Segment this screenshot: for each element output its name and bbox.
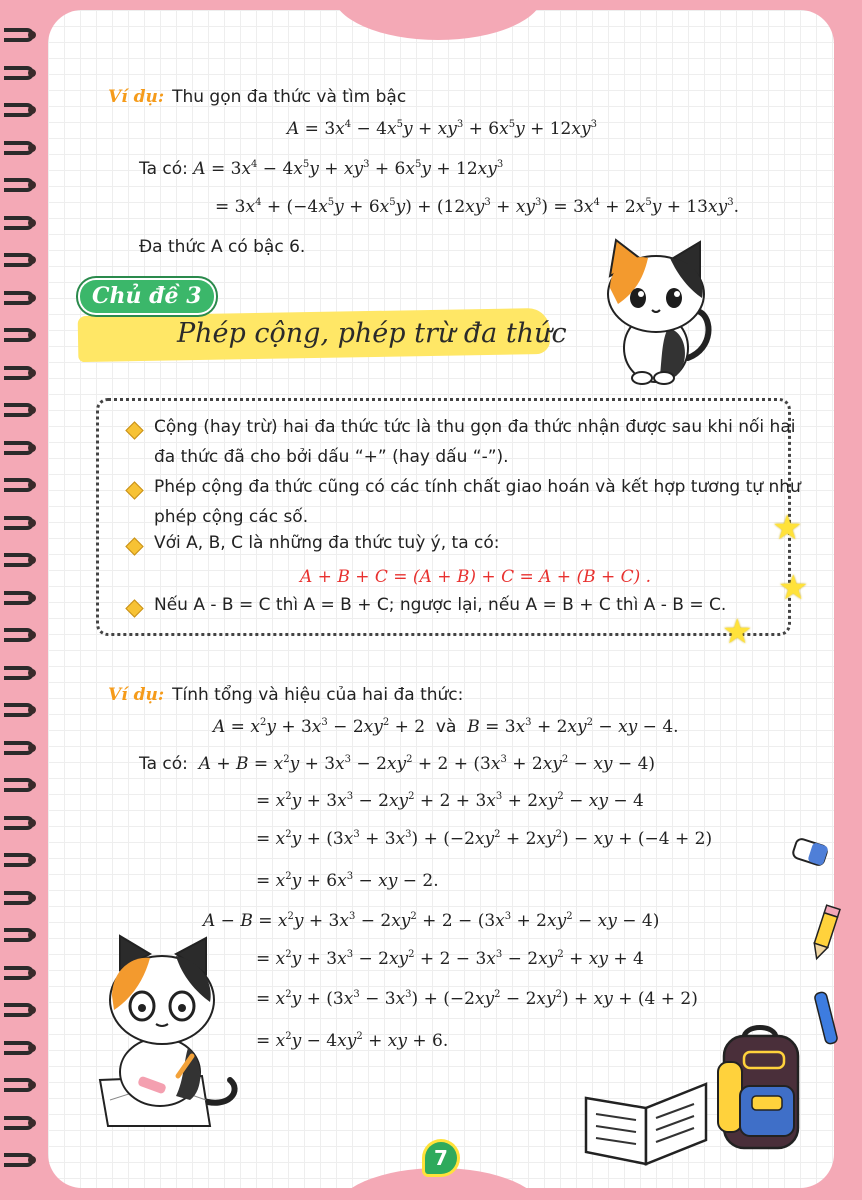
example1-intro: Ta có: — [139, 159, 188, 179]
spiral-hole — [28, 969, 36, 977]
spiral-hole — [28, 519, 36, 527]
star-icon: ★ — [722, 612, 753, 652]
spiral-hole — [28, 1044, 36, 1052]
spiral-hole — [28, 781, 36, 789]
sum-step1: Ta có: $A + B = x^2y + 3x^3 - 2xy^2 + 2 + (3x^3 + 2xy^2$ − xy − 4) — [139, 754, 656, 774]
cat-studying-illustration — [80, 930, 250, 1130]
spiral-hole — [28, 894, 36, 902]
rule-item-3: Với A, B, C là những đa thức tuỳ ý, ta có: — [154, 533, 500, 553]
backpack-icon — [714, 1022, 806, 1154]
pen-icon — [814, 990, 840, 1050]
cat-sitting-illustration — [596, 236, 718, 388]
spiral-hole — [28, 631, 36, 639]
associative-formula: A + B + C = (A + B) + C = A + (B + C) . — [300, 567, 652, 587]
example1-step2: = $3x^4 + (-4x^5y + 6x^5y) + (12xy^3 + xy^3) = 3x^4 + 2x^5y + 13xy^3$. — [215, 197, 739, 217]
example-label: Ví dụ: — [108, 685, 165, 705]
polynomials-a-b: $A = x^2y + 3x^3 - 2xy^2 + 2$ và $B = 3x^3 + 2xy^2$ − xy − 4. — [213, 717, 679, 737]
sum-step3: = $x^2y + (3x^3 + 3x^3) + (-2xy^2 + 2xy^2)$ − xy + (−4 + 2) — [256, 829, 713, 849]
example1-heading — [108, 86, 406, 108]
rule-item-4-part1: Nếu A - B = C thì A = B + C; — [154, 595, 395, 615]
rule-item-4-part2: ngược lại, nếu A = B + C thì A - B = C. — [399, 595, 727, 615]
spiral-hole — [28, 331, 36, 339]
spiral-hole — [28, 556, 36, 564]
page-top-notch — [333, 10, 543, 40]
star-icon: ★ — [772, 508, 803, 548]
rule-item-1-line2: đa thức đã cho bởi dấu “+” (hay dấu “-”). — [154, 447, 509, 467]
spiral-hole — [28, 31, 36, 39]
example1-prompt: Thu gọn đa thức và tìm bậc — [172, 87, 407, 107]
sum-step2: = $x^2y + 3x^3 - 2xy^2 + 2 + 3x^3 + 2xy^2$ − xy − 4 — [256, 791, 644, 811]
sum-result: = $x^2y + 6x^3$ − xy − 2. — [256, 871, 439, 891]
spiral-hole — [28, 144, 36, 152]
spiral-hole — [28, 819, 36, 827]
spiral-hole — [28, 256, 36, 264]
spiral-hole — [28, 1081, 36, 1089]
page-number: 7 — [425, 1142, 457, 1174]
example2-heading — [108, 684, 463, 706]
difference-result: = $x^2y - 4xy^2$ + xy + 6. — [256, 1031, 449, 1051]
example1-conclusion: Đa thức A có bậc 6. — [139, 237, 306, 257]
spiral-hole — [28, 481, 36, 489]
open-book-icon — [582, 1078, 710, 1166]
spiral-hole — [28, 856, 36, 864]
eraser-icon — [790, 836, 832, 870]
pencil-icon — [808, 904, 842, 962]
example2-intro: Ta có: — [139, 754, 188, 774]
rule-item-1-line1: Cộng (hay trừ) hai đa thức tức là thu gọn đa thức nhận được sau khi nối hai — [154, 417, 796, 437]
star-icon: ★ — [778, 568, 809, 608]
spiral-hole — [28, 931, 36, 939]
spiral-hole — [28, 181, 36, 189]
example2-prompt: Tính tổng và hiệu của hai đa thức: — [172, 685, 464, 705]
difference-step1: $A - B = x^2y + 3x^3 - 2xy^2 + 2 - (3x^3 + 2xy^2$ − xy − 4) — [203, 911, 660, 931]
spiral-hole — [28, 444, 36, 452]
spiral-hole — [28, 219, 36, 227]
spiral-hole — [28, 706, 36, 714]
spiral-hole — [28, 294, 36, 302]
spiral-hole — [28, 1119, 36, 1127]
spiral-hole — [28, 669, 36, 677]
spiral-hole — [28, 106, 36, 114]
spiral-hole — [28, 1156, 36, 1164]
spiral-hole — [28, 369, 36, 377]
spiral-binding — [0, 0, 48, 1200]
rule-item-2-line1: Phép cộng đa thức cũng có các tính chất giao hoán và kết hợp tương tự như — [154, 477, 801, 497]
topic-title: Phép cộng, phép trừ đa thức — [177, 318, 567, 349]
difference-step2: = $x^2y + 3x^3 - 2xy^2 + 2 - 3x^3 - 2xy^2$ + xy + 4 — [256, 949, 644, 969]
rule-item-4 — [154, 594, 726, 616]
spiral-hole — [28, 744, 36, 752]
equation-a-definition: $A = 3x^4 - 4x^5y + xy^3 + 6x^5y + 12xy^3$ — [287, 119, 597, 139]
spiral-hole — [28, 69, 36, 77]
example-label: Ví dụ: — [108, 87, 165, 107]
difference-step3: = $x^2y + (3x^3 - 3x^3) + (-2xy^2 - 2xy^2)$ + xy + (4 + 2) — [256, 989, 698, 1009]
spiral-hole — [28, 594, 36, 602]
topic-badge: Chủ đề 3 — [80, 280, 214, 313]
spiral-hole — [28, 406, 36, 414]
example1-step1: Ta có: $A = 3x^4 - 4x^5y + xy^3 + 6x^5y + 12xy^3$ — [139, 159, 504, 179]
spiral-hole — [28, 1006, 36, 1014]
rule-item-2-line2: phép cộng các số. — [154, 507, 309, 527]
